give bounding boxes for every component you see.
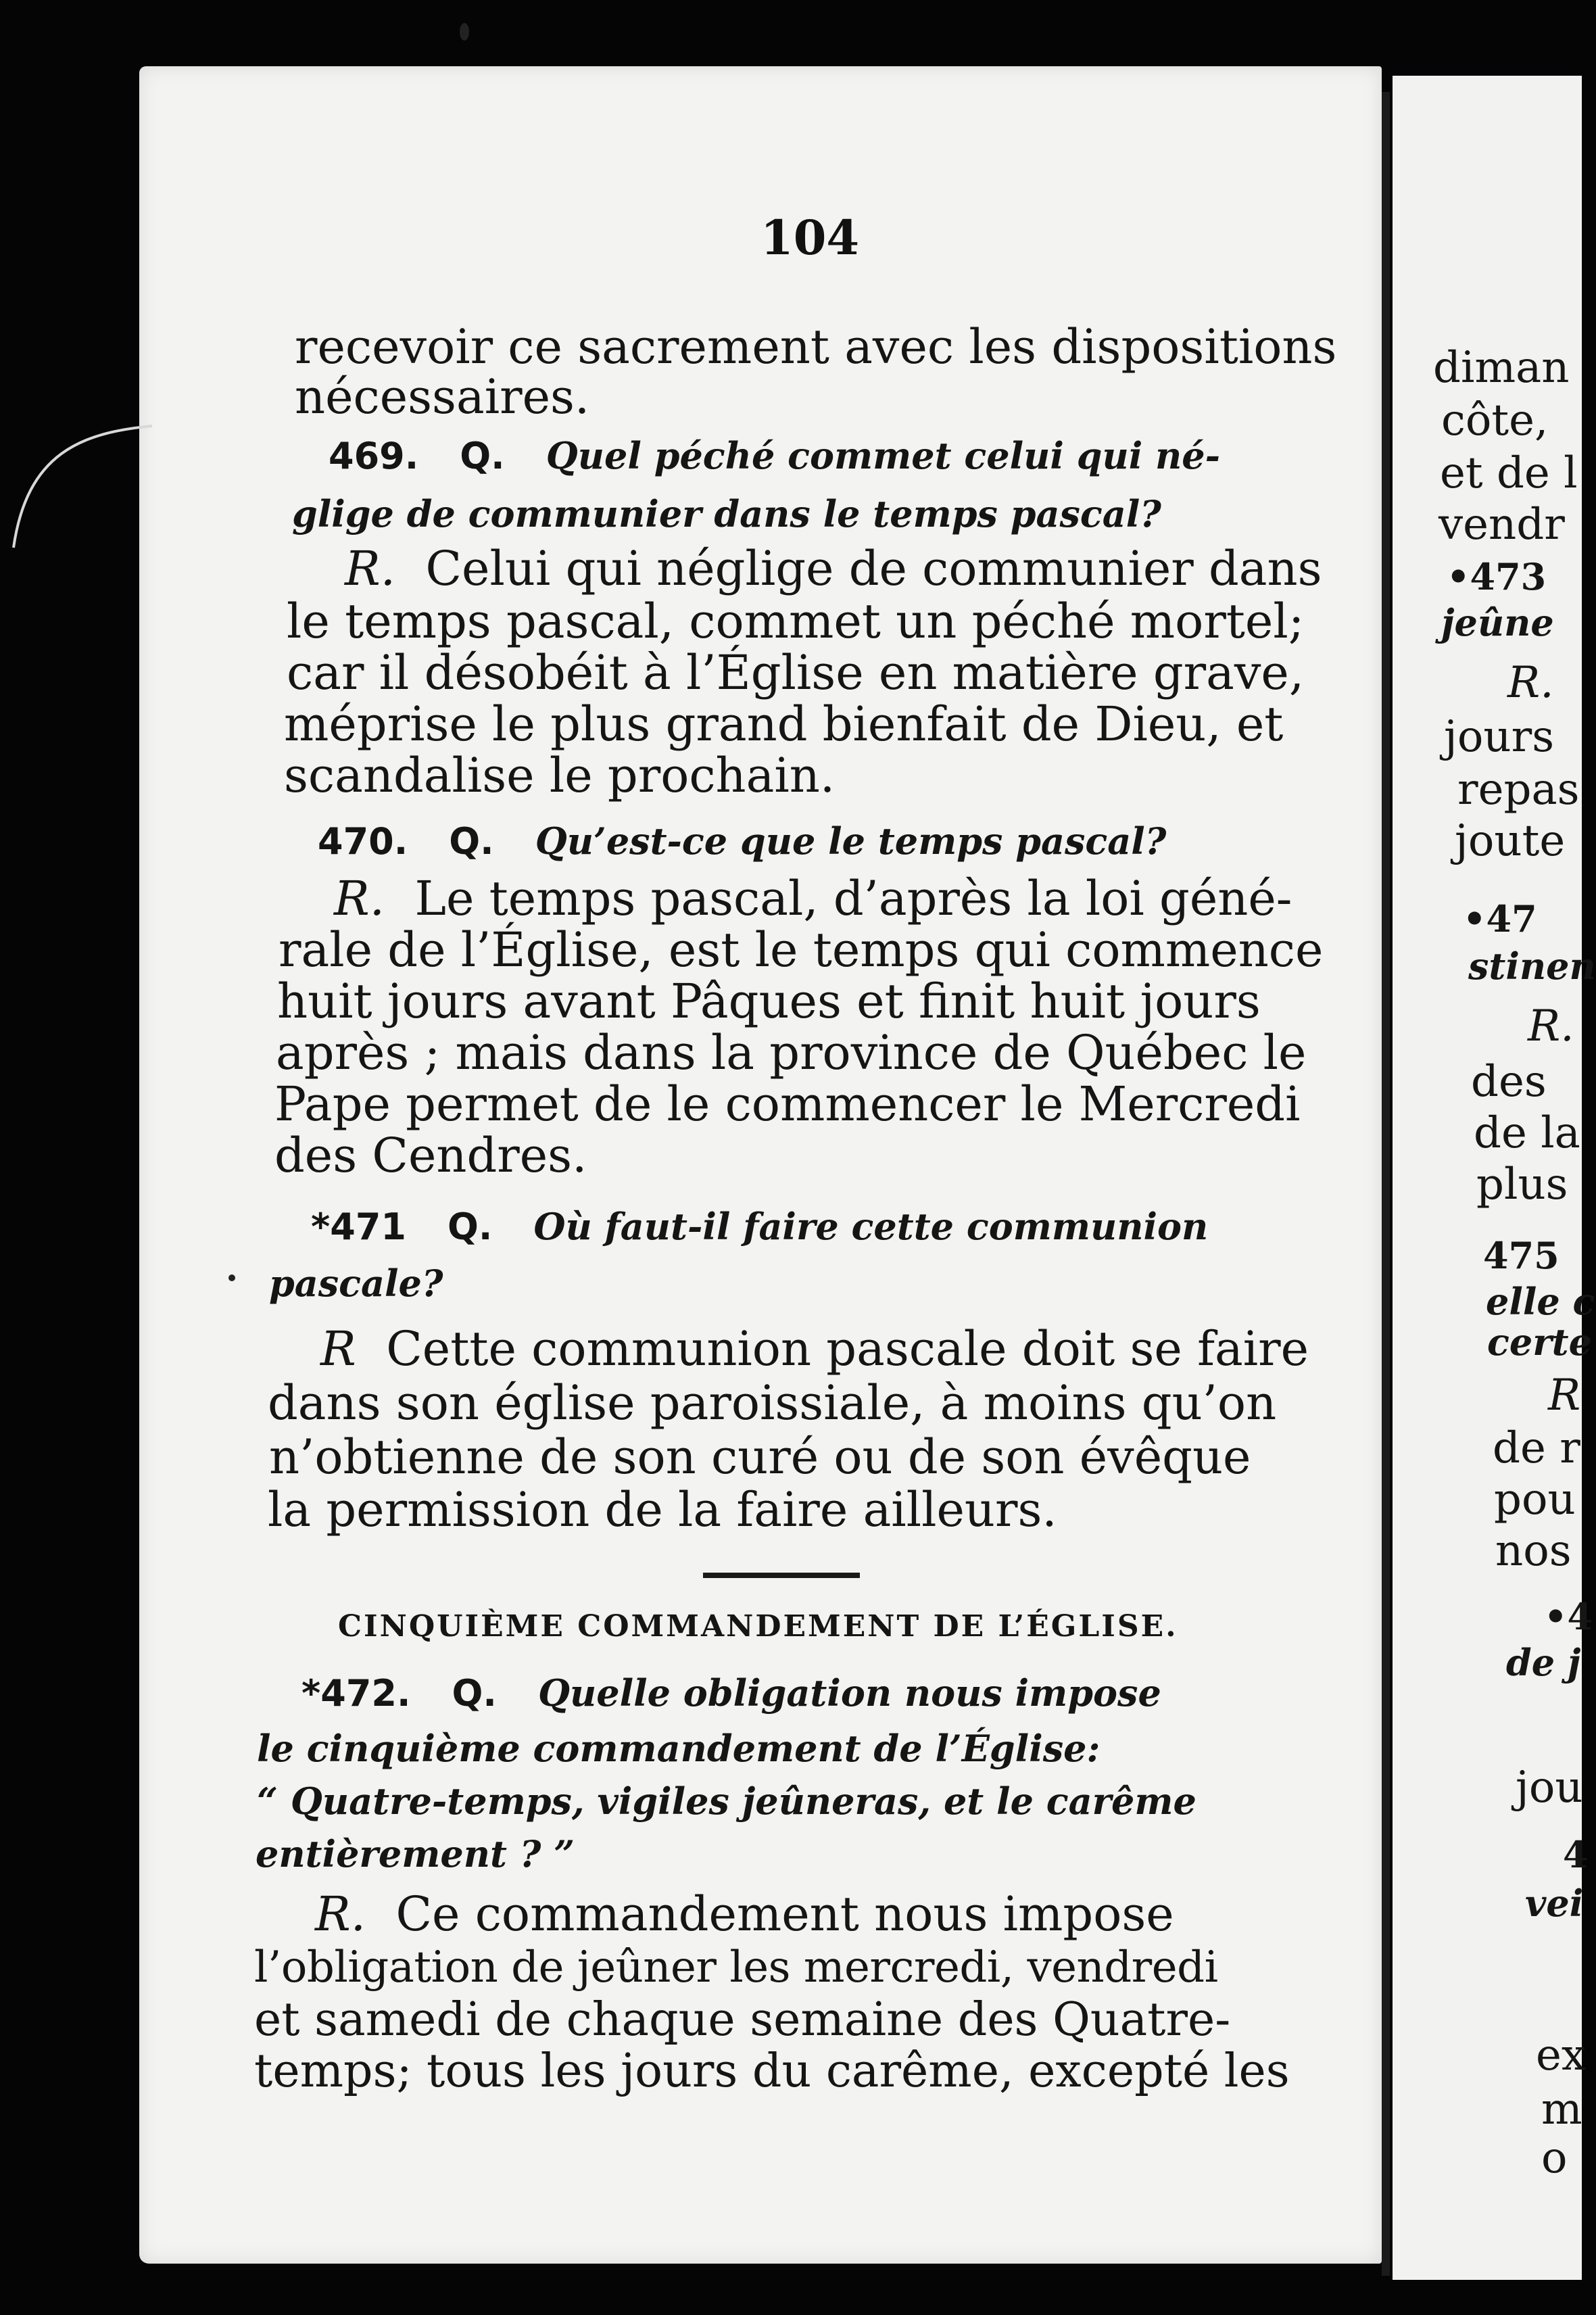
answer-471-line: dans son église paroissiale, à moins qu’on (268, 1375, 1277, 1431)
facing-page-text: 475 (1483, 1234, 1559, 1277)
question-text: pascale? (269, 1262, 443, 1305)
answer-text: Le temps pascal, d’après la loi géné- (414, 871, 1292, 926)
facing-page-text: elle c (1486, 1280, 1595, 1323)
question-text: Où faut-il faire cette communion (533, 1205, 1209, 1248)
page-number: 104 (760, 210, 860, 266)
facing-page-text: vei (1525, 1882, 1584, 1925)
facing-page-text: •473 (1447, 555, 1547, 598)
facing-page-text: vendr (1438, 500, 1565, 550)
facing-page-text: ex (1536, 2030, 1586, 2080)
question-text: le cinquième commandement de l’Église: (257, 1727, 1101, 1770)
question-marker: Q. (452, 1672, 497, 1715)
answer-470-line: des Cendres. (274, 1128, 587, 1183)
facing-page-text: des (1471, 1057, 1547, 1107)
facing-page-text: jou (1516, 1763, 1583, 1813)
facing-page-text: o (1541, 2133, 1568, 2183)
answer-text: Ce commandement nous impose (395, 1886, 1174, 1942)
facing-page-text: diman (1433, 343, 1570, 393)
question-470 (318, 818, 1166, 861)
answer-marker: R. (315, 1886, 366, 1942)
answer-469-line: le temps pascal, commet un péché mortel; (287, 594, 1305, 649)
facing-page-text: m (1541, 2084, 1582, 2134)
answer-469-line: méprise le plus grand bienfait de Dieu, et (284, 696, 1284, 752)
answer-text: Cette communion pascale doit se faire (386, 1321, 1309, 1377)
facing-page-text: repas (1457, 765, 1580, 815)
question-471-cont (269, 1260, 443, 1304)
answer-472-line (315, 1886, 1174, 1942)
answer-472-line: l’obligation de jeûner les mercredi, vendredi (254, 1942, 1218, 1992)
facing-page-text: •4 (1544, 1595, 1593, 1638)
text-line: recevoir ce sacrement avec les dispositions (295, 319, 1337, 375)
facing-page-text: pou (1494, 1475, 1576, 1525)
facing-page-text: R. (1528, 1001, 1574, 1051)
facing-page-text: R (1548, 1370, 1581, 1421)
question-number: *471 (311, 1206, 406, 1248)
answer-471-line: la permission de la faire ailleurs. (268, 1482, 1057, 1537)
answer-470-line: huit jours avant Pâques et finit huit jours (277, 974, 1261, 1029)
answer-470-line: après ; mais dans la province de Québec le (276, 1025, 1307, 1080)
facing-page-text: 4 (1563, 1833, 1589, 1876)
answer-marker: R. (334, 871, 385, 926)
scan-speck (460, 23, 469, 41)
facing-page-text: •47 (1463, 897, 1537, 940)
question-text: “ Quatre-temps, vigiles jeûneras, et le carême (257, 1780, 1196, 1823)
section-heading: CINQUIÈME COMMANDEMENT DE L’ÉGLISE. (338, 1609, 1178, 1644)
question-number: *472. (301, 1672, 411, 1715)
question-471 (311, 1203, 1208, 1247)
question-number: 469. (329, 435, 419, 477)
answer-472-line: temps; tous les jours du carême, excepté les (254, 2045, 1290, 2098)
answer-472-line: et samedi de chaque semaine des Quatre- (254, 1993, 1231, 2047)
answer-text: Celui qui néglige de communier dans (425, 541, 1322, 596)
facing-page-text: certe (1487, 1320, 1592, 1364)
facing-page-text: côte, (1441, 396, 1549, 446)
facing-page-text: plus (1476, 1160, 1568, 1210)
facing-page-text: de la (1474, 1108, 1580, 1158)
question-469-cont (292, 491, 1161, 534)
question-text: glige de communier dans le temps pascal? (292, 492, 1161, 535)
text-line: nécessaires. (295, 369, 590, 425)
question-marker: Q. (449, 820, 494, 863)
facing-page-text: jours (1444, 712, 1555, 762)
scan-speck (228, 1274, 235, 1281)
facing-page-text: R. (1507, 658, 1554, 708)
section-divider (703, 1573, 860, 1578)
facing-page (1393, 76, 1596, 2280)
question-number: 470. (318, 820, 408, 863)
question-472-cont (257, 1725, 1100, 1769)
answer-469-line: scandalise le prochain. (284, 748, 836, 803)
answer-470-line: Pape permet de le commencer le Mercredi (274, 1076, 1301, 1132)
question-text: Quel péché commet celui qui né- (546, 434, 1221, 477)
answer-469-line (345, 541, 1322, 596)
facing-page-text: de j (1506, 1641, 1581, 1684)
facing-page-text: joute (1455, 816, 1566, 866)
answer-470-line: rale de l’Église, est le temps qui commence (279, 922, 1324, 978)
answer-471-line (320, 1321, 1309, 1377)
facing-page-text: et de l (1440, 448, 1578, 498)
answer-469-line: car il désobéit à l’Église en matière grave, (287, 645, 1305, 700)
answer-marker: R. (345, 541, 395, 596)
facing-page-text: de r (1493, 1423, 1580, 1473)
question-marker: Q. (448, 1206, 493, 1248)
facing-page-text: stinen (1468, 945, 1596, 988)
question-marker: Q. (460, 435, 505, 477)
facing-page-text: jeûne (1441, 601, 1554, 644)
question-text: Quelle obligation nous impose (537, 1671, 1161, 1715)
question-469 (329, 433, 1220, 476)
answer-471-line: n’obtienne de son curé ou de son évêque (269, 1429, 1251, 1485)
question-472 (301, 1670, 1161, 1713)
page-fold-edge (1382, 92, 1390, 2276)
answer-marker: R (320, 1321, 356, 1377)
facing-page-text: nos (1495, 1526, 1572, 1576)
question-text: entièrement ? ” (256, 1832, 575, 1876)
question-text: Qu’est-ce que le temps pascal? (535, 819, 1167, 863)
answer-470-line (334, 871, 1292, 926)
margin-pencil-mark (0, 379, 155, 554)
question-472-cont (256, 1831, 575, 1874)
question-472-cont (257, 1778, 1196, 1821)
